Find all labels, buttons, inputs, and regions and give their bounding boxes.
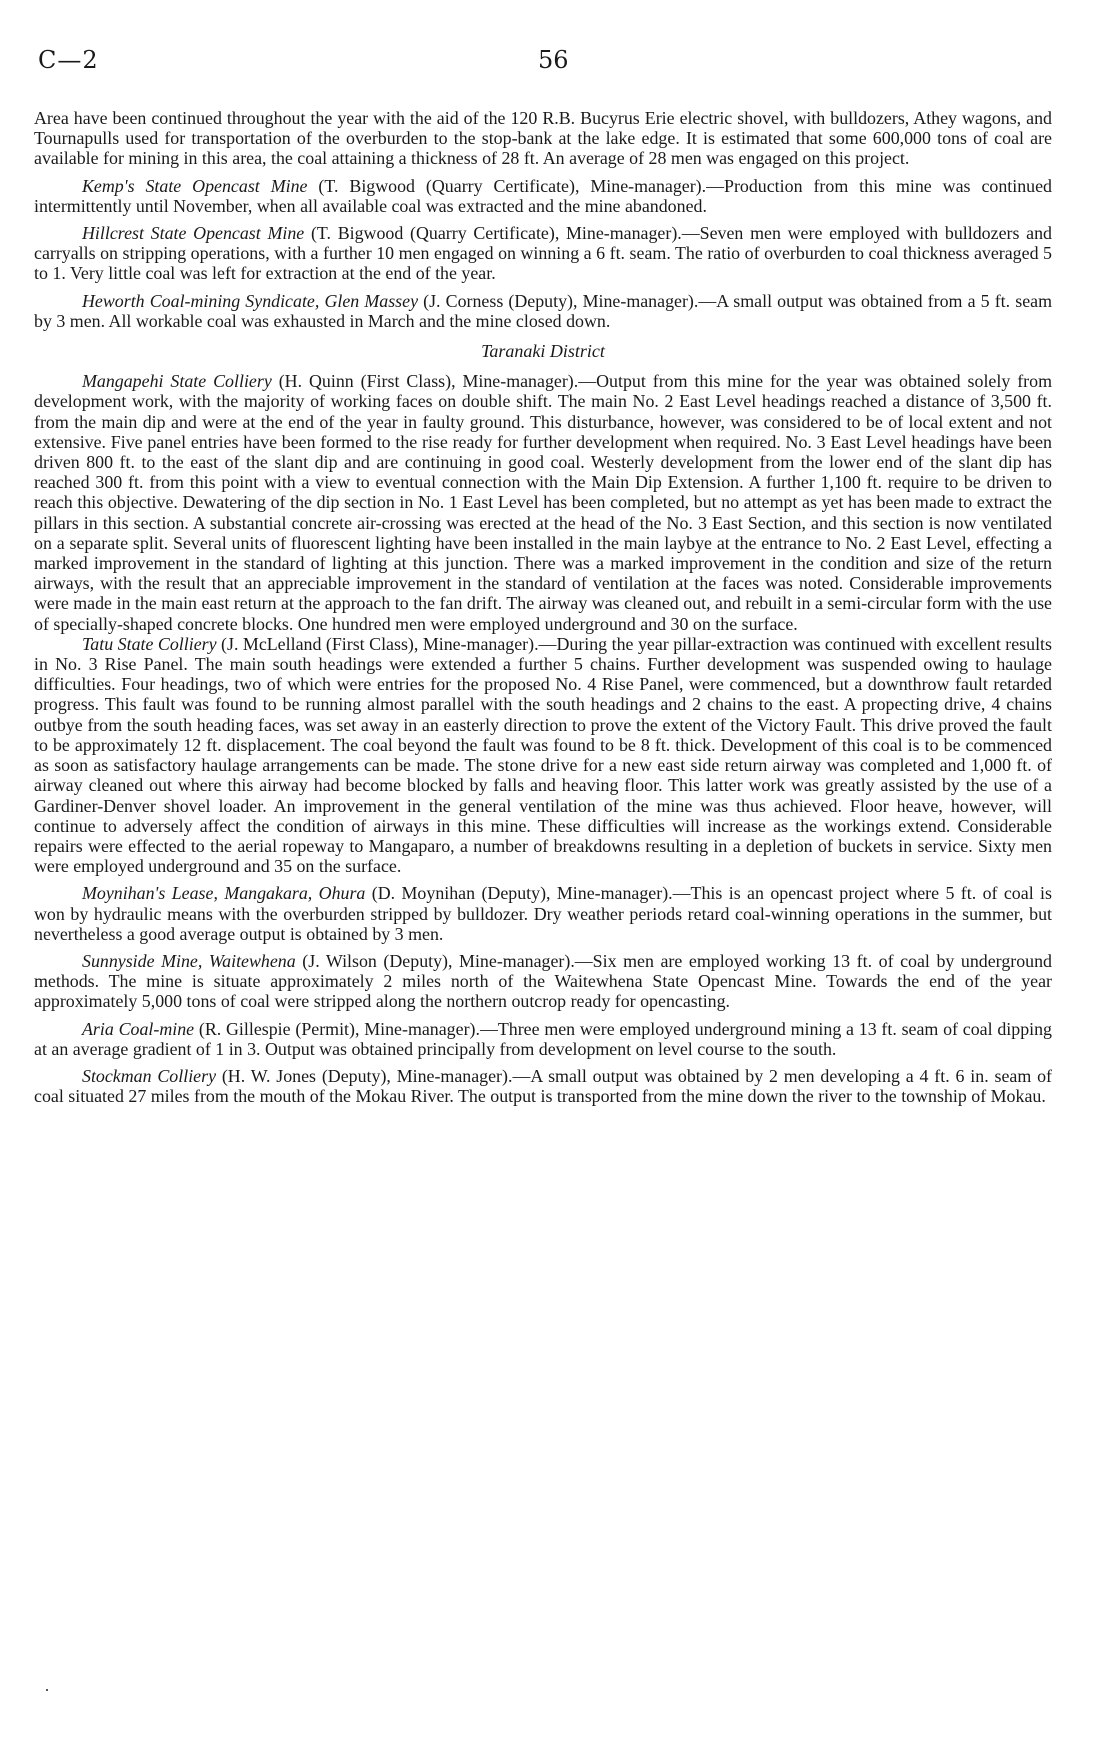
paragraph	[34, 1066, 1052, 1106]
mine-name: Sunnyside Mine, Waitewhena	[82, 950, 296, 971]
paragraph	[34, 951, 1052, 1012]
paragraph-text: Area have been continued throughout the year with the aid of the 120 R.B. Bucyrus Erie electric shovel, with bulldozers, Athey wagons, and Tournapulls used for transportation of the overburden to the stop-bank at the lake edge. It is estimated that some 600,000 tons of coal are available for mining in this area, the coal attaining a thickness of 28 ft. An average of 28 men was engaged on this project.	[34, 108, 1052, 169]
mine-name: Mangapehi State Colliery	[82, 371, 272, 392]
paragraph	[34, 1019, 1052, 1059]
document-code: C—2	[38, 46, 99, 74]
mine-name: Heworth Coal-mining Syndicate, Glen Massey	[82, 290, 419, 311]
paragraph	[34, 883, 1052, 944]
paragraph	[34, 223, 1052, 284]
page-number: 56	[538, 46, 569, 74]
mine-name: Tatu State Colliery	[82, 633, 217, 654]
mine-name: Hillcrest State Opencast Mine	[82, 223, 305, 244]
paragraph	[34, 291, 1052, 331]
paragraph-text: (H. Quinn (First Class), Mine-manager).—Output from this mine for the year was obtained solely from development work, with the majority of working faces on double shift. The main No. 2 East Level headings reached a distance of 3,500 ft. from the main dip and were at the end of the year in faulty ground. This disturbance, however, was considered to be of local extent and not extensive. Five panel entries have been formed to the rise ready for further development when required. No. 3 East Level headings have been driven 800 ft. to the east of the slant dip and are continuing in good coal. Westerly development from the lower end of the slant dip has reached 300 ft. from this point with a view to eventual connection with the Main Dip Extension. A further 1,100 ft. require to be driven to reach this objective. Dewatering of the dip section in No. 1 East Level has been completed, but no attempt as yet has been made to extract the pillars in this section. A substantial concrete air-crossing was erected at the head of the No. 3 East Section, and this section is now ventilated on a separate split. Several units of fluorescent lighting have been installed in the main laybye at the entrance to No. 2 East Level, effecting a marked improvement in the standard of lighting at this junction. There was a marked improvement in the condition and size of the return airways, with the result that an appreciable improvement in the standard of ventilation at the faces was noted. Considerable improvements were made in the main east return at the approach to the fan drift. The airway was cleaned out, and rebuilt in a semi-circular form with the use of specially-shaped concrete blocks. One hundred men were employed underground and 30 on the surface.	[34, 371, 1052, 634]
district-heading: Taranaki District	[481, 341, 605, 362]
paragraph-text: (T. Bigwood (Quarry Certificate), Mine-manager).—Production from this mine was continued intermittently until November, when all available coal was extracted and the mine abandoned.	[34, 175, 1052, 216]
mine-name: Moynihan's Lease, Mangakara, Ohura	[82, 883, 366, 904]
paragraph-text: (D. Moynihan (Deputy), Mine-manager).—This is an opencast project where 5 ft. of coal is won by hydraulic means with the overburden stripped by bulldozer. Dry weather periods retard coal-winning operations in the summer, but nevertheless a good average output is obtained by 3 men.	[34, 883, 1052, 944]
paragraph	[34, 634, 1052, 876]
paragraph	[34, 176, 1052, 216]
paragraph-text: (J. Wilson (Deputy), Mine-manager).—Six men are employed working 13 ft. of coal by underground methods. The mine is situate approximately 2 miles north of the Waitewhena State Opencast Mine. Towards the end of the year approximately 5,000 tons of coal were stripped along the northern outcrop ready for opencasting.	[34, 950, 1053, 1012]
paragraph-text: (J. Corness (Deputy), Mine-manager).—A small output was obtained from a 5 ft. seam by 3 men. All workable coal was exhausted in March and the mine closed down.	[34, 290, 1052, 331]
paragraph-text: (R. Gillespie (Permit), Mine-manager).—Three men were employed underground mining a 13 ft. seam of coal dipping at an average gradient of 1 in 3. Output was obtained principally from development on level course to the south.	[34, 1018, 1052, 1059]
paragraph-text: (H. W. Jones (Deputy), Mine-manager).—A small output was obtained by 2 men developing a 4 ft. 6 in. seam of coal situated 27 miles from the mouth of the Mokau River. The output is transported from the mine down the river to the township of Mokau.	[34, 1065, 1052, 1107]
paragraph	[34, 371, 1052, 634]
paragraph-text: (T. Bigwood (Quarry Certificate), Mine-manager).—Seven men were employed with bulldozers and carryalls on stripping operations, with a further 10 men engaged on winning a 6 ft. seam. The ratio of overburden to coal thickness averaged 5 to 1. Very little coal was left for extraction at the end of the year.	[34, 223, 1052, 284]
scan-speck	[46, 1689, 48, 1691]
mine-name: Kemp's State Opencast Mine	[82, 175, 308, 196]
paragraph-text: (J. McLelland (First Class), Mine-manager).—During the year pillar-extraction was continued with excellent results in No. 3 Rise Panel. The main south headings were extended a further 5 chains. Further development was suspended owing to haulage difficulties. Four headings, two of which were entries for the proposed No. 4 Rise Panel, were commenced, but a downthrow fault retarded progress. This fault was found to be running almost parallel with the south headings and 2 chains to the east. A propecting drive, 4 chains outbye from the south heading faces, was set away in an easterly direction to prove the extent of the Victory Fault. This drive proved the fault to be approximately 12 ft. displacement. The coal beyond the fault was found to be 8 ft. thick. Development of this coal is to be commenced as soon as satisfactory haulage arrangements can be made. The stone drive for a new east side return airway was completed and 1,000 ft. of airway cleaned out where this airway had become blocked by falls and heaving floor. This latter work was greatly assisted by the use of a Gardiner-Denver shovel loader. An improvement in the general ventilation of the mine was thus achieved. Floor heave, however, will continue to adversely affect the condition of airways in this mine. These difficulties will increase as the workings extend. Considerable repairs were effected to the aerial ropeway to Mangaparo, a number of breakdowns resulting in a depletion of buckets in service. Sixty men were employed underground and 35 on the surface.	[34, 633, 1052, 877]
page-header	[38, 46, 1058, 86]
mine-name: Stockman Colliery	[82, 1065, 217, 1086]
mine-name: Aria Coal-mine	[82, 1018, 195, 1039]
document-body	[34, 108, 1052, 1113]
paragraph	[34, 108, 1052, 169]
